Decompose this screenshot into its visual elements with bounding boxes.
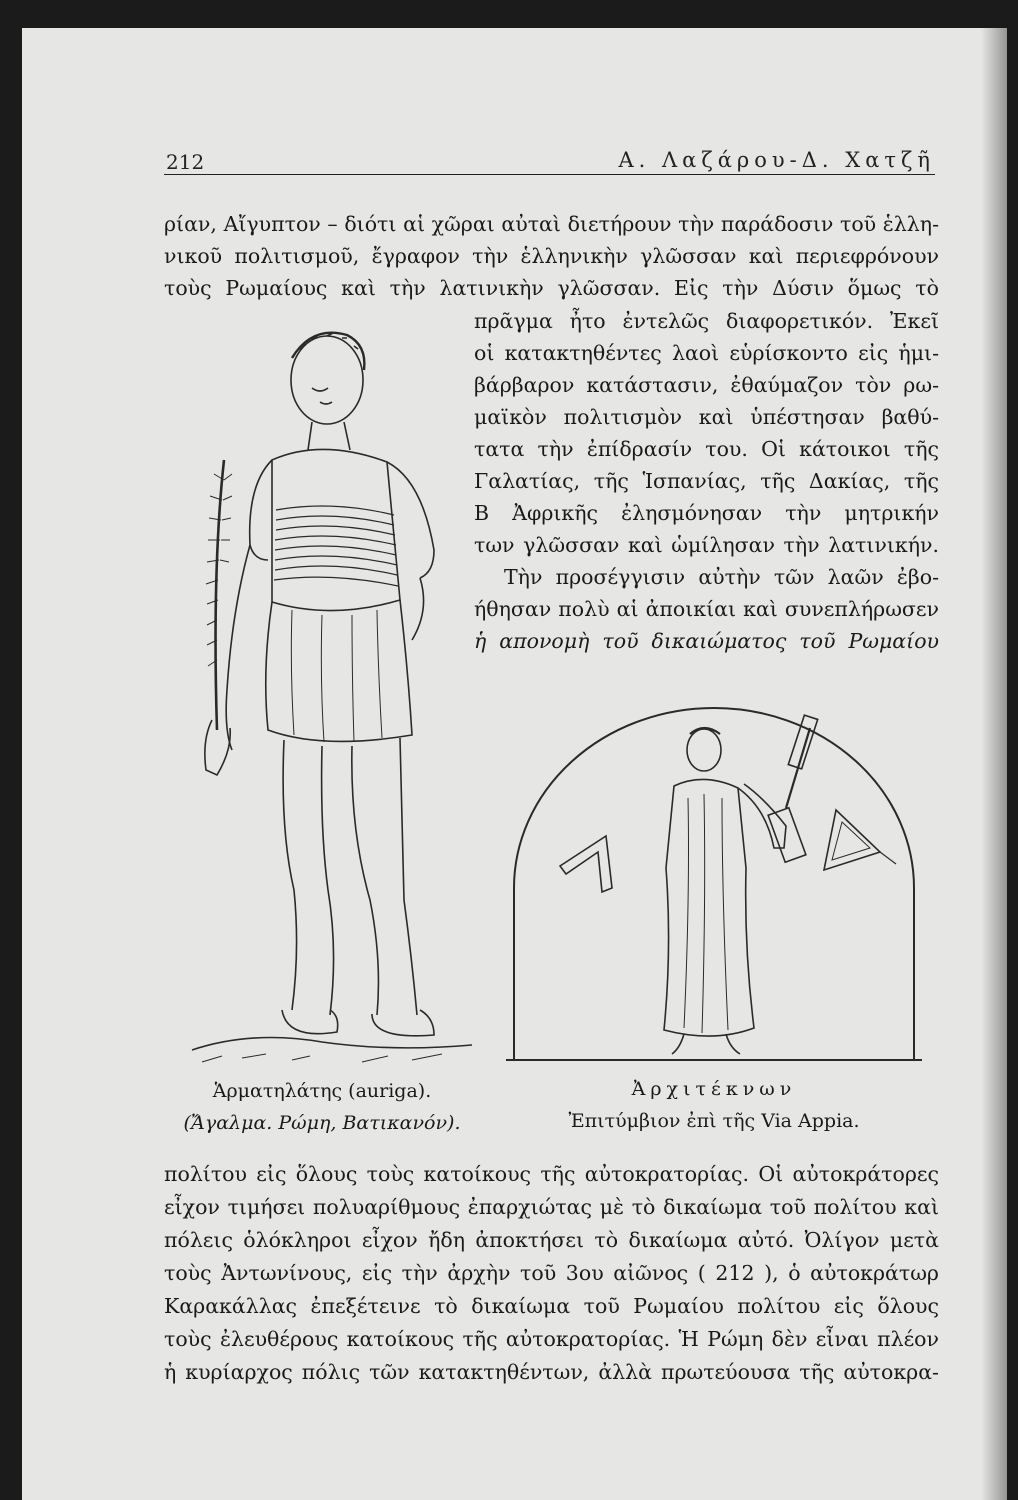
text-line: ἡ απονομὴ τοῦ δικαιώματος τοῦ Ρωμαίου (474, 629, 939, 653)
text-line: τοὺς ἐλευθέρους κατοίκους τῆς αὐτοκρατορίας. Ἡ Ρώμη δὲν εἶναι πλέον (164, 1327, 939, 1351)
text-line: τοὺς Ἀντωνίνους, εἰς τὴν ἀρχὴν τοῦ 3ου αἰῶνος ( 212 ), ὁ αὐτοκράτωρ (164, 1261, 939, 1285)
text-line: εἶχον τιμήσει πολυαρίθμους ἐπαρχιώτας μὲ τὸ δικαίωμα τοῦ πολίτου καὶ (164, 1195, 939, 1219)
text-line: ήθησαν πολὺ αἱ ἀποικίαι καὶ συνεπλήρωσεν (474, 597, 939, 621)
figure-left-caption-line2: (Ἄγαλμα. Ρώμη, Βατικανόν). (183, 1112, 461, 1134)
text-line: Γαλατίας, τῆς Ἱσπανίας, τῆς Δακίας, τῆς (474, 469, 939, 493)
running-head: Α. Λαζάρου-Δ. Χατζῆ (618, 148, 935, 172)
text-line: πολίτου εἰς ὅλους τοὺς κατοίκους τῆς αὐτοκρατορίας. Οἱ αὐτοκράτορες (164, 1162, 939, 1186)
text-line: Τὴν προσέγγισιν αὐτὴν τῶν λαῶν ἐβο- (504, 565, 939, 589)
page-header (164, 140, 935, 175)
charioteer-statue-illustration (172, 310, 472, 1072)
text-line: μαϊκὸν πολιτισμὸν καὶ ὑπέστησαν βαθύ- (474, 405, 939, 429)
text-line: Β Ἀφρικῆς ἐλησμόνησαν τὴν μητρικήν (474, 501, 939, 525)
text-line: Καρακάλλας ἐπεξέτεινε τὸ δικαίωμα τοῦ Ρωμαίου πολίτου εἰς ὅλους (164, 1294, 939, 1318)
figure-right-caption: Ἐπιτύμβιον ἐπὶ τῆς Via Appia. (568, 1110, 860, 1132)
book-page (22, 28, 1007, 1500)
figure-left-caption-line1: Ἁρματηλάτης (auriga). (212, 1080, 432, 1102)
text-line: βάρβαρον κατάστασιν, ἐθαύμαζον τὸν ρω- (474, 373, 939, 397)
text-line: τατα τὴν ἐπίδρασίν του. Οἱ κάτοικοι τῆς (474, 437, 939, 461)
text-line: ρίαν, Αἴγυπτον – διότι αἱ χῶραι αὐταὶ διετήρουν τὴν παράδοσιν τοῦ ἑλλη- (164, 212, 939, 236)
page-number: 212 (166, 150, 205, 174)
text-line: ἡ κυρίαρχος πόλις τῶν κατακτηθέντων, ἀλλὰ πρωτεύουσα τῆς αὐτοκρα- (164, 1360, 939, 1384)
inscription-caption: Ἀρχιτέκνων (631, 1078, 797, 1100)
text-line: των γλῶσσαν καὶ ὡμίλησαν τὴν λατινικήν. (474, 533, 939, 557)
text-line: πόλεις ὁλόκληροι εἶχον ἤδη ἀποκτήσει τὸ δικαίωμα αὐτό. Ὀλίγον μετὰ (164, 1228, 939, 1252)
text-line: τοὺς Ρωμαίους καὶ τὴν λατινικὴν γλῶσσαν. Εἰς τὴν Δύσιν ὅμως τὸ (164, 276, 939, 300)
page-edge-shadow (981, 28, 1007, 1500)
text-line: πρᾶγμα ἦτο ἐντελῶς διαφορετικόν. Ἐκεῖ (474, 309, 939, 333)
tombstone-relief-illustration (504, 698, 924, 1068)
text-line: οἱ κατακτηθέντες λαοὶ εὑρίσκοντο εἰς ἡμι- (474, 341, 939, 365)
text-line: νικοῦ πολιτισμοῦ, ἔγραφον τὴν ἑλληνικὴν γλῶσσαν καὶ περιεφρόνουν (164, 244, 939, 268)
